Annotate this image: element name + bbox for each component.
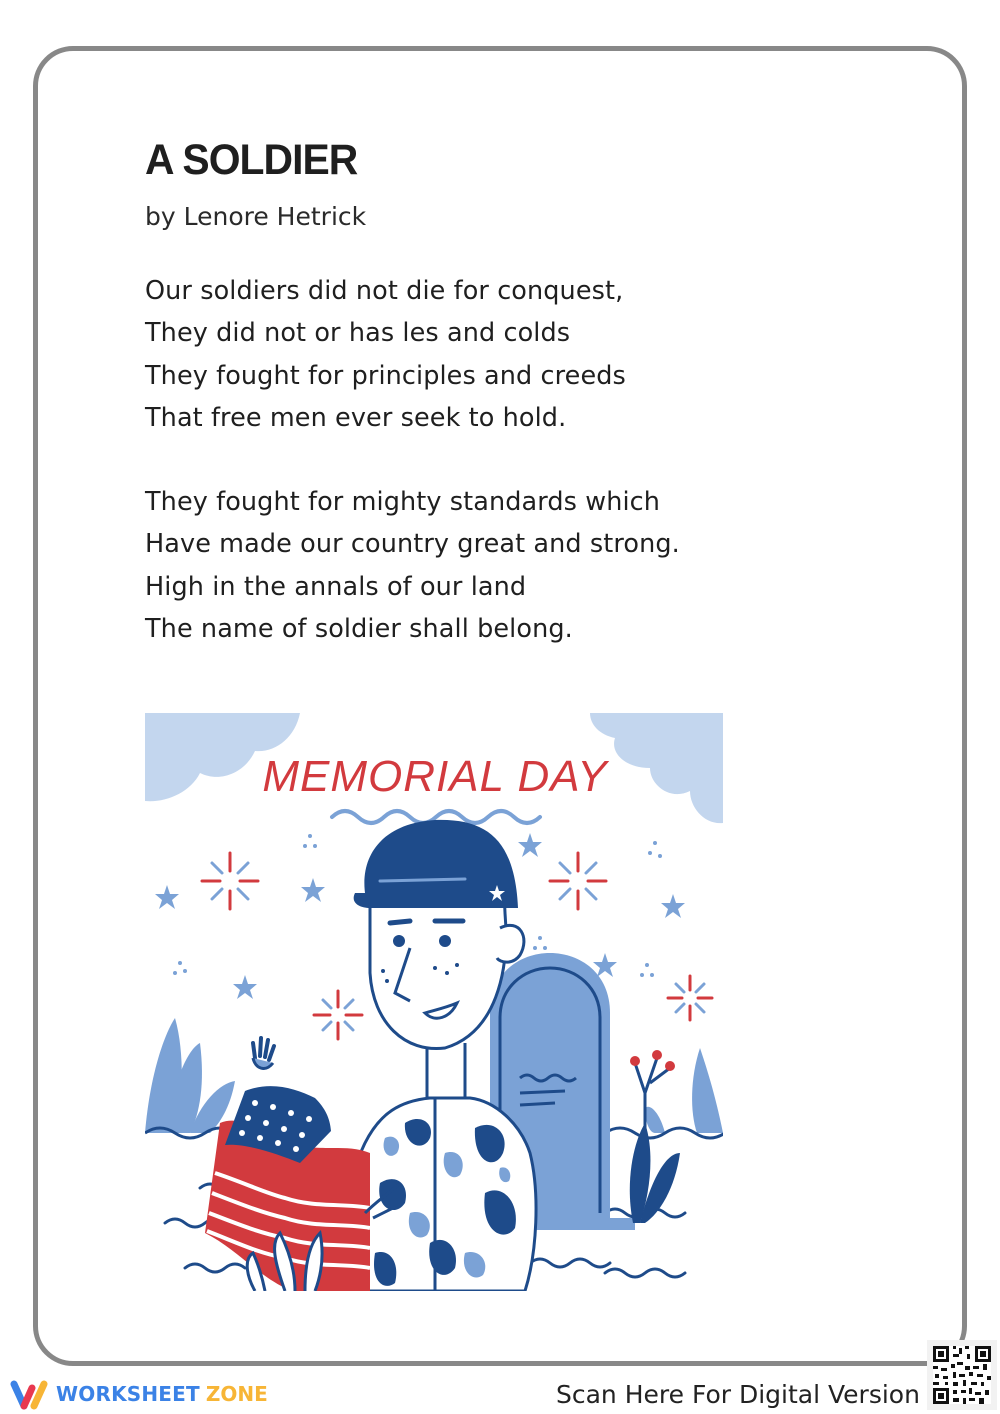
stanza-1 (145, 270, 626, 439)
brand-name-part1: WORKSHEET (56, 1382, 200, 1406)
poem-title: A SOLDIER (145, 136, 358, 184)
scan-instruction: Scan Here For Digital Version (556, 1380, 920, 1409)
poem-line: The name of soldier shall belong. (145, 613, 573, 644)
poem-line: High in the annals of our land (145, 571, 527, 602)
stanza-2 (145, 481, 680, 650)
poem-author: by Lenore Hetrick (145, 202, 367, 231)
memorial-day-caption: MEMORIAL DAY (262, 752, 608, 801)
poem-line: That free men ever seek to hold. (145, 402, 567, 433)
brand-name-part2: ZONE (205, 1382, 268, 1406)
poem-line: They did not or has les and colds (145, 318, 571, 349)
poem-line: They fought for principles and creeds (145, 360, 626, 391)
memorial-day-illustration (145, 713, 723, 1291)
worksheet-zone-logo-icon (10, 1378, 50, 1410)
worksheet-zone-logo[interactable] (10, 1378, 268, 1410)
poem-line: They fought for mighty standards which (145, 487, 661, 517)
qr-code-icon[interactable] (927, 1340, 997, 1410)
poem-line: Our soldiers did not die for conquest, (145, 276, 624, 306)
poem-line: Have made our country great and strong. (145, 529, 680, 560)
